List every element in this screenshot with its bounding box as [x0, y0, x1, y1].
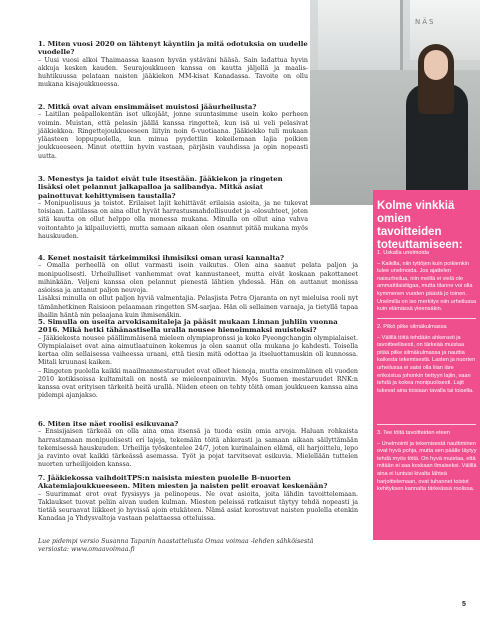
- tip-1: [377, 250, 477, 314]
- sidebar-heading: Kolme vinkkiä omien tavoitteiden toteuttamiseen:: [377, 200, 463, 251]
- tip-3: [377, 430, 477, 494]
- footer-note: Lue pidempi versio Susanna Tapanin haastattelusta Omaa voimaa -lehden sähköisestä versiosta: www.omaavoimaa.fi: [38, 538, 314, 554]
- photo-face: [424, 50, 448, 80]
- tip-1-body: – Kaikilla, niin tyttöjen kuin poikienkin tulee unelmoida. Jos ajattelen naisurheilua, niin meillä ei vielä ole ammattilaisliigaa, mutta tilanne voi olla kymmenen vuoden päästä jo toinen. Unelmilla on iso merkitys niin urheilussa kuin elämässä yleensäkin.: [377, 260, 477, 313]
- tip-3-title: 3. Tee töitä tavoitteiden eteen: [377, 430, 450, 436]
- tip-divider-2: [377, 424, 476, 425]
- question-3: 3. Menestys ja taidot eivät tule itsestään. Jääkiekon ja ringeten lisäksi olet pelannut jalkapalloa ja salibandya. Mitkä asiat painottuvat kehittymisen taustalla?: [38, 175, 283, 200]
- answer-4: – Omalla perheellä on ollut varmasti isoin vaikutus. Olen aina saanut pelata paljon ja monipuolisesti. Urheilulliset vanhemmat ovat kannustaneet, mutta eivät koskaan pakottaneet mihinkään. Veljeni kanssa olen pelannut pienestä lähtien yhdessä. Hän on auttanut monissa asioissa ja antanut paljon neuvoja. Lisäksi minulla on ollut paljon hyviä valmentajia. Pelasjista Petra Ojaranta on nyt mieluisa rooli nyt tämänhetkinen Raisioon pelaamaan ringetten SM-sarjaa. Hän oli sellainen varaaja, ja tietyllä tapaa ihailin häntä nin pelaajana kuin ihmisenäkin.: [38, 262, 358, 319]
- qa-section-6: [38, 420, 358, 470]
- qa-section-3: [38, 175, 308, 241]
- tip-2: [377, 324, 477, 395]
- portrait-photo: [310, 0, 480, 205]
- question-7: 7. Jääkiekossa vaihdoitTPS:n naisista miesten puolelle B-nuorten Akatemiajoukkueeseen. Miten miesten ja naisten pelit eroavat keskenään?: [38, 474, 328, 491]
- page-number: 5: [462, 601, 466, 608]
- qa-section-5: [38, 318, 358, 401]
- tip-2-title: 2. Pilkö pilke silmäkulmassa: [377, 324, 447, 330]
- tip-2-body: – Välillä töitä tehdään ahkerasti ja tavoitteellisesti, on tärkeää muistaa pitää pilke silmäkulmassa ja nauttia kaikesta tekemisestä. Lasten ja nuorten urheilussa ei saisi olla liian iäre erikoistua johonkin tiettyyn lajiin, vaan tehdä ja kokea monipuolisesti. Lajit tukevat aina toisiaan tavalla tai toisella.: [377, 334, 476, 394]
- qa-section-1: [38, 40, 308, 90]
- qa-section-4: [38, 254, 358, 320]
- tip-divider-1: [377, 318, 476, 319]
- answer-3: – Monipuolisuus ja toistot. Erilaiset lajit kehittävät erilaisia asioita, ja ne tukevat toisiaan. Laitilassa on aina ollut hyvät harrastusmahdollisuudet ja -olosuhteet, joten sitä kautta on ollut helppo olla monessa mukana. Minulla on ollut aina vahva voitontahto ja kilpailuvietti, mutta samaan aikaan olen osannut pitää mukana myös hauskuuden.: [38, 199, 308, 240]
- tips-sidebar: [373, 190, 480, 540]
- tip-3-body: – Unelmointi ja tekemisestä nauttiminen ovat hyvä pohja, mutta sen päälle täytyy tehdä myös töitä. On hyvä muistaa, että mitään ei saa koskaan ilmaiseksi. Välillä aina ei tuntuisi kivalta lähteä harjoittelemaan, ovat tuhannet toistot kehityksen kannalta tärkeässä roolissa.: [377, 440, 477, 493]
- question-2: 2. Mitkä ovat aivan ensimmäiset muistosi jääurheilusta?: [38, 103, 257, 111]
- answer-1: – Uusi vuosi alkoi Thaimaassa kaason hyvän ystäväni hääsä. Sain ladattua hyvin akkuja kesken kauden. Seurajoukkueen kanssa on kautta jäljellä ja maalis-huhtikuussa pelataan naisten jääkiekon MM-kisat Kanadassa. Tavoite on ollu mukana kisajoukkueessa.: [38, 56, 308, 89]
- question-5: 5. Simulla on useita arvokisamitaleja ja pääsit mukaan Linnan juhliin vuonna 2016. Mikä hetki tähänastisella uralla nousee hienoimmaksi muistoksi?: [38, 318, 338, 335]
- question-6: 6. Miten itse näet roolisi esikuvana?: [38, 420, 179, 428]
- photo-sign: NÄS: [415, 18, 436, 26]
- answer-5: – Jääkiekosta nousee päällimmäisenä mieleen olympiapronssi ja koko Pyeongchangin olympialaiset. Olympialaiset ovat aina aimutlaatuinen kokemus ja olen saanut olla mukana jo kahdesti. Toisella kertaa olin sellaisessa vaiheessa uraani, että tiesin mitä odottaa ja itseluottamuskin oli kunnossa. Mitali kruunasi kaiken. – Ringeten puolella kaikki maailmanmestaruudet ovat olleet hienoja, mutta ensimmäinen eli vuoden 2010 kotikisoissa kultamitali on nostä se mieleenpainuvin. Myös Suomen mestaruudet RNK:n kanssa ovat erityisen tärkeitä heitä urallä. Niiden eteen on tehty töitä oman joukkueen kanssa aina pidempi ajanjakso.: [38, 334, 358, 400]
- answer-2: – Laitilan peäpallokentän isot ulkojäät, jonne suuntasimme usein koko perheen voimin. Muistan, että pelasin jäällä kanssa ringetteä, kun isä ui veli pelasivat jääkiekkoa. Ringettejoukkueeseen liityin noin 6-vuotiaana. Jääkiekko tuli mukaan yläasteen loppupuolella, kun minua pyydettiin kokeilemaan lajia poikien joukkueeseen. Minut otettiin hyvin vastaan, pärjäsin vauhdissa ja opin nopeasti uutta.: [38, 111, 308, 160]
- answer-7: – Suurimmat erot ovat fyysisyys ja pelinopeus. Ne ovat asioita, joita lähdin tavoittelemaan. Taklaukset tuovat peliin aivan uuden kulman. Miesten peleissä ratkaisut täytyy tehdä nopeasti ja tietää seuraavat liikkeet jo hyvissä ajoin etukäteen. Nämä asiat korostuvat naisten puolella etenkin Kanadaa ja Yhdysvaltoja vastaan pelattaessa otteluissa.: [38, 490, 358, 523]
- photo-window: [318, 0, 403, 70]
- answer-6: – Ensisijaisen tärkeää on olla aina oma itsensä ja tuoda esiin omia arvoja. Haluan rohkaista harrastamaan monipuolisesti eri lajeja, tekemään töitä ahkerasti ja samaan aikaan säilyttämään tekemisessä hauskuuden. Urheilija työskentelee 24/7, joten kurinalainen elämä, eli harjoittelu, lepo ja ravinto ovat kaikki tärkeässä asemassa. Työt ja pojat tarvitsevat esikuvia. Mielellään tuttelen nuorten urheilijoiden kanssa.: [38, 428, 358, 469]
- question-1: 1. Miten vuosi 2020 on lähtenyt käyntiin ja mitä odotuksia on uudelle vuodelle?: [38, 40, 308, 57]
- tip-1-title: 1. Uskalla unelmoida: [377, 250, 429, 256]
- qa-section-2: [38, 103, 308, 161]
- question-4: 4. Kenet nostaisit tärkeimmiksi ihmisiksi oman urasi kannalta?: [38, 254, 285, 262]
- qa-section-7: [38, 474, 358, 524]
